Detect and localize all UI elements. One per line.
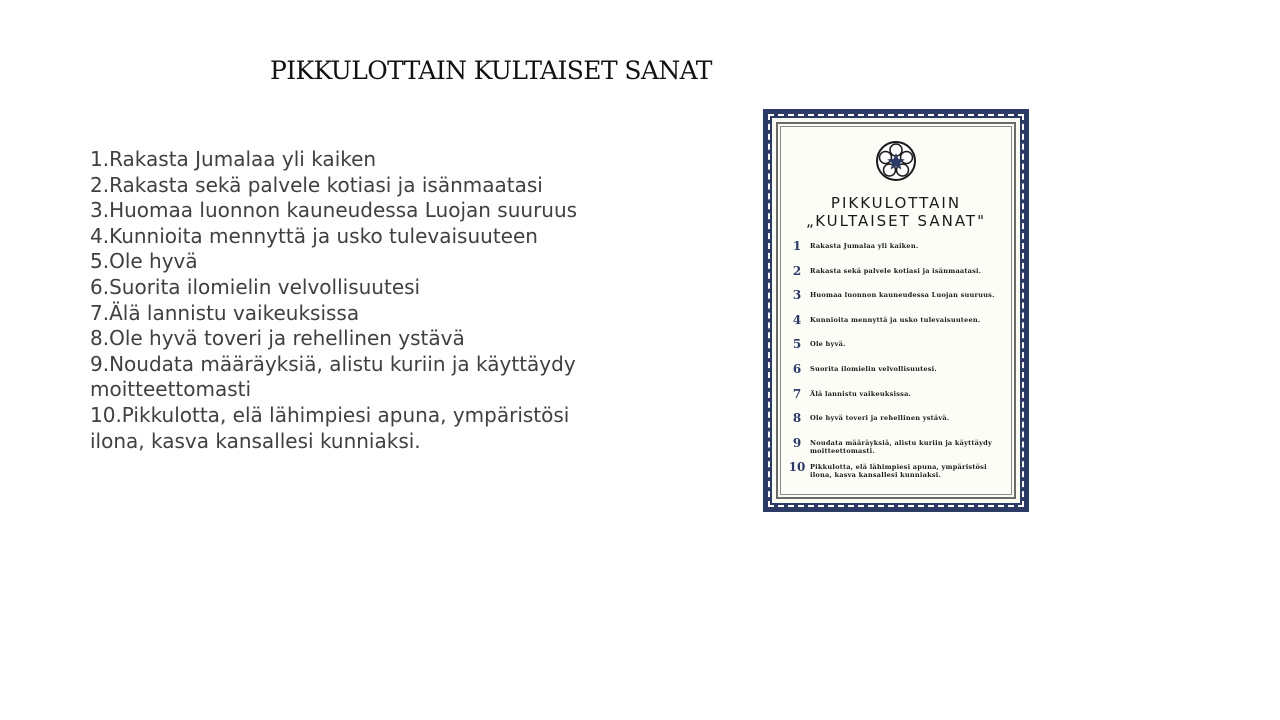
poster-item-number: 3 [792, 288, 802, 303]
rule-item: 3.Huomaa luonnon kauneudessa Luojan suuruus [90, 198, 578, 223]
poster-item-text: Suorita ilomielin velvollisuutesi. [810, 364, 937, 373]
poster-item-text: Rakasta Jumalaa yli kaiken. [810, 242, 919, 250]
poster-item-number: 4 [792, 312, 802, 327]
poster-item [788, 412, 1004, 437]
poster-item-text: Kunnioita mennyttä ja usko tulevaisuuteen. [810, 315, 981, 324]
poster-item-number: 8 [792, 411, 802, 426]
poster-item [788, 240, 1004, 265]
poster-item-number: 1 [792, 239, 802, 253]
poster-item [788, 289, 1004, 314]
rule-item: 6.Suorita ilomielin velvollisuutesi [90, 274, 421, 299]
rule-item: 9.Noudata määräyksiä, alistu kuriin ja käyttäydy moitteettomasti [90, 351, 576, 402]
poster-frame [776, 122, 1016, 499]
rule-item: 10.Pikkulotta, elä lähimpiesi apuna, ympäristösi ilona, kasva kansallesi kunniaksi. [90, 402, 570, 453]
rule-item: 1.Rakasta Jumalaa yli kaiken [90, 147, 377, 171]
poster-item [788, 338, 1004, 363]
poster-item-text: Ole hyvä toveri ja rehellinen ystävä. [810, 414, 950, 423]
poster-item-number: 9 [792, 435, 802, 450]
poster-title-line-2: „KULTAISET SANAT" [806, 212, 986, 230]
poster-image [763, 109, 1029, 512]
poster-title-line-1: PIKKULOTTAIN [830, 194, 962, 212]
rule-item: 7.Älä lannistu vaikeuksissa [90, 300, 360, 325]
poster-item-text: Pikkulotta, elä lähimpiesi apuna, ympäristösi ilona, kasva kansallesi kunniaksi. [810, 463, 987, 480]
poster-item-number: 10 [788, 460, 806, 475]
poster-item-number: 7 [792, 386, 802, 401]
poster-item [788, 265, 1004, 290]
poster-item-number: 2 [792, 263, 802, 278]
poster-item [788, 314, 1004, 339]
lotta-emblem-icon [875, 140, 917, 182]
poster-item-text: Älä lannistu vaikeuksissa. [810, 389, 912, 398]
poster-item [788, 363, 1004, 388]
poster-list [788, 240, 1004, 486]
slide-title: PIKKULOTTAIN KULTAISET SANAT [270, 56, 712, 85]
poster-title [778, 194, 1014, 230]
rule-item: 2.Rakasta sekä palvele kotiasi ja isänmaatasi [90, 172, 543, 197]
poster-item-number: 5 [792, 337, 802, 352]
rule-item: 4.Kunnioita mennyttä ja usko tulevaisuuteen [90, 223, 538, 248]
rule-item: 8.Ole hyvä toveri ja rehellinen ystävä [90, 326, 465, 351]
rules-list [90, 147, 620, 454]
poster-item-text: Ole hyvä. [810, 340, 846, 349]
rule-item: 5.Ole hyvä [90, 249, 198, 274]
poster-item [788, 461, 1004, 486]
poster-item-text: Rakasta sekä palvele kotiasi ja isänmaatasi. [810, 266, 982, 275]
poster-item-text: Huomaa luonnon kauneudessa Luojan suuruus. [810, 291, 995, 300]
poster-item [788, 388, 1004, 413]
poster-item [788, 437, 1004, 462]
poster-item-number: 6 [792, 361, 802, 376]
poster-item-text: Noudata määräyksiä, alistu kuriin ja käyttäydy moitteettomasti. [810, 438, 992, 455]
